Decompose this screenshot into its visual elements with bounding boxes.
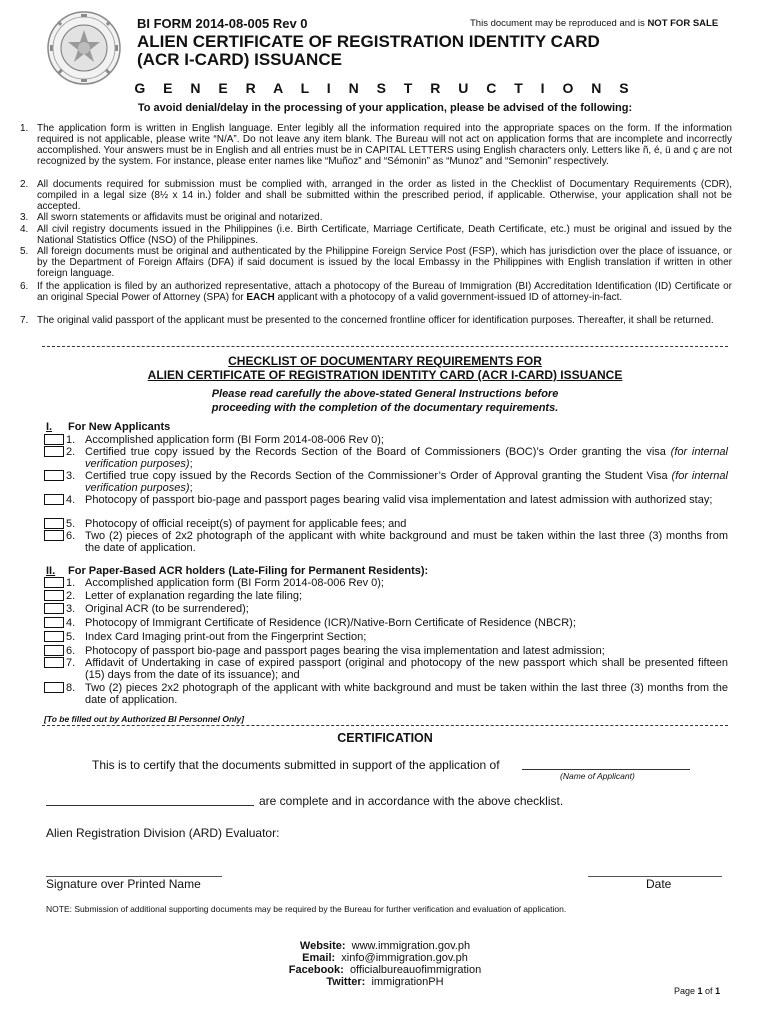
instruction-text-part: applicant with a photocopy of a valid government-issued ID of attorney-in-fact. bbox=[274, 292, 623, 303]
item-text: Index Card Imaging print-out from the Fingerprint Section; bbox=[85, 631, 367, 643]
reproduction-notice bbox=[470, 18, 718, 29]
document-title-line-2: (ACR I-CARD) ISSUANCE bbox=[137, 50, 342, 69]
certification-statement-end: are complete and in accordance with the above checklist. bbox=[259, 794, 564, 808]
section-divider bbox=[42, 725, 728, 726]
item-text: Original ACR (to be surrendered); bbox=[85, 603, 249, 615]
item-text-part: ; bbox=[189, 482, 193, 494]
requirement-checkbox[interactable] bbox=[44, 603, 64, 614]
section-roman-numeral: I. bbox=[46, 421, 53, 433]
item-number: 1. bbox=[66, 577, 76, 589]
instruction-number: 4. bbox=[20, 224, 29, 235]
checklist-item bbox=[44, 631, 728, 643]
page-number bbox=[674, 986, 720, 996]
email-label: Email: bbox=[302, 952, 336, 964]
requirement-checkbox[interactable] bbox=[44, 494, 64, 505]
requirement-checkbox[interactable] bbox=[44, 590, 64, 601]
item-number: 3. bbox=[66, 603, 76, 615]
instruction-item bbox=[20, 246, 732, 279]
item-number: 5. bbox=[66, 518, 76, 530]
item-text-part: Certified true copy issued by the Records Section of the Commissioner’s Order of Approval granting the Student Visa bbox=[85, 470, 672, 482]
reproduction-notice-text: This document may be reproduced and is bbox=[470, 18, 648, 29]
item-number: 7. bbox=[66, 657, 76, 669]
item-text: Affidavit of Undertaking in case of expired passport (original and photocopy of the new passport which shall be presented fifteen (15) days from the date of its issuance); and bbox=[85, 657, 728, 681]
item-text: Accomplished application form (BI Form 2014-08-006 Rev 0); bbox=[85, 577, 384, 589]
requirement-checkbox[interactable] bbox=[44, 631, 64, 642]
instruction-text: All foreign documents must be original and authenticated by the Philippine Foreign Service Post (FSP), which has jurisdiction over the place of issuance, or by the Department of Foreign Affairs (DFA) if said document is issued by the local Embassy in the Philippines with English translation if written in other foreign language. bbox=[37, 246, 732, 279]
requirement-checkbox[interactable] bbox=[44, 682, 64, 693]
instruction-item bbox=[20, 212, 732, 223]
checklist-title-line-2: ALIEN CERTIFICATE OF REGISTRATION IDENTITY CARD (ACR I-CARD) ISSUANCE bbox=[147, 368, 623, 382]
checklist-item bbox=[44, 494, 728, 506]
signature-label: Signature over Printed Name bbox=[46, 877, 201, 891]
website-label: Website: bbox=[299, 940, 346, 952]
instruction-text: All civil registry documents issued in the Philippines (i.e. Birth Certificate, Marriage Certificate, Death Certificate, etc.) must be original and issued by the National Statistics Office (NSO) of the Philippines. bbox=[37, 224, 732, 246]
item-text bbox=[85, 470, 728, 494]
requirement-checkbox[interactable] bbox=[44, 470, 64, 481]
item-text: Photocopy of Immigrant Certificate of Residence (ICR)/Native-Born Certificate of Residence (NBCR); bbox=[85, 617, 576, 629]
section-heading-paper-based-acr bbox=[46, 565, 428, 577]
facebook-label: Facebook: bbox=[288, 964, 344, 976]
checklist-item bbox=[44, 518, 728, 530]
website-link[interactable]: www.immigration.gov.ph bbox=[351, 940, 471, 952]
instruction-text: All documents required for submission must be complied with, arranged in the order as listed in the Checklist of Documentary Requirements (CDR), compiled in a legal size (8½ x 14 in.) folder and shall be submitted within the prescribed period, if applicable. Otherwise, your application shall not be accepted. bbox=[37, 179, 732, 212]
item-text-italic: (for internal verification purposes) bbox=[85, 470, 728, 494]
item-text-italic: (for internal verification purposes) bbox=[85, 446, 728, 470]
applicant-name-field[interactable] bbox=[522, 769, 690, 770]
checklist-item bbox=[44, 657, 728, 681]
checklist-item bbox=[44, 603, 728, 615]
item-number: 2. bbox=[66, 446, 76, 458]
item-text-part: ; bbox=[189, 458, 193, 470]
section-title: For Paper-Based ACR holders (Late-Filing for Permanent Residents): bbox=[68, 565, 429, 577]
requirement-checkbox[interactable] bbox=[44, 657, 64, 668]
instruction-text bbox=[37, 281, 732, 303]
instruction-number: 6. bbox=[20, 281, 29, 292]
general-instructions-subheading: To avoid denial/delay in the processing of your application, please be advised of the following: bbox=[137, 102, 633, 114]
checklist-item bbox=[44, 470, 728, 494]
document-title-line-1: ALIEN CERTIFICATE OF REGISTRATION IDENTITY CARD bbox=[137, 32, 600, 51]
footer-facebook bbox=[0, 964, 770, 976]
applicant-name-continuation-field[interactable] bbox=[46, 805, 254, 806]
item-number: 6. bbox=[66, 645, 76, 657]
page-of: of bbox=[702, 986, 716, 996]
item-text: Accomplished application form (BI Form 2014-08-006 Rev 0); bbox=[85, 434, 384, 446]
instruction-item bbox=[20, 315, 732, 326]
instruction-number: 5. bbox=[20, 246, 29, 257]
item-text-part: Certified true copy issued by the Records Section of the Board of Commissioners (BOC)’s Order granting the visa bbox=[85, 446, 671, 458]
checklist-item bbox=[44, 530, 728, 554]
page-current: 1 bbox=[697, 986, 703, 996]
bureau-of-immigration-seal-icon bbox=[46, 10, 122, 86]
section-roman-numeral: II. bbox=[46, 565, 56, 577]
instruction-text-emphasis: EACH bbox=[246, 292, 275, 303]
item-number: 4. bbox=[66, 617, 76, 629]
instruction-item bbox=[20, 123, 732, 167]
requirement-checkbox[interactable] bbox=[44, 446, 64, 457]
checklist-note-line-2: proceeding with the completion of the documentary requirements. bbox=[211, 402, 559, 414]
date-label: Date bbox=[646, 877, 672, 891]
item-text: Photocopy of passport bio-page and passport pages bearing valid visa implementation and latest admission with authorized stay; bbox=[85, 494, 713, 506]
item-text: Letter of explanation regarding the late filing; bbox=[85, 590, 303, 602]
section-divider bbox=[42, 346, 728, 347]
authorized-personnel-note: [To be filled out by Authorized BI Personnel Only] bbox=[44, 714, 245, 724]
item-text: Photocopy of official receipt(s) of payment for applicable fees; and bbox=[85, 518, 407, 530]
checklist-title-line-1: CHECKLIST OF DOCUMENTARY REQUIREMENTS FOR bbox=[228, 354, 542, 368]
item-number: 5. bbox=[66, 631, 76, 643]
instruction-text: The original valid passport of the applicant must be presented to the concerned frontline officer for identification purposes. Thereafter, it shall be returned. bbox=[37, 315, 714, 326]
requirement-checkbox[interactable] bbox=[44, 577, 64, 588]
form-number: BI FORM 2014-08-005 Rev 0 bbox=[137, 16, 308, 31]
section-heading-new-applicants bbox=[46, 421, 170, 433]
instruction-number: 3. bbox=[20, 212, 29, 223]
evaluator-label: Alien Registration Division (ARD) Evaluator: bbox=[46, 826, 280, 840]
checklist-item bbox=[44, 577, 728, 589]
certification-statement: This is to certify that the documents submitted in support of the application of bbox=[92, 758, 500, 772]
item-number: 8. bbox=[66, 682, 76, 694]
facebook-link[interactable]: officialbureauofimmigration bbox=[349, 964, 482, 976]
checklist-item bbox=[44, 590, 728, 602]
instruction-text-part: If the application is filed by an authorized representative, attach a photocopy of the Bureau of Immigration (BI) Accreditation Identification (ID) Certificate or an original Special Power of Attorney (SPA) for bbox=[37, 281, 732, 303]
page-total: 1 bbox=[715, 986, 721, 996]
footer-website bbox=[0, 940, 770, 952]
footer-twitter bbox=[0, 976, 770, 988]
item-number: 1. bbox=[66, 434, 76, 446]
checklist-item bbox=[44, 645, 728, 657]
instruction-item bbox=[20, 281, 732, 303]
item-text: Two (2) pieces 2x2 photograph of the applicant with white background and must be taken within the last three (3) months from the date of application. bbox=[85, 682, 728, 706]
item-text bbox=[85, 446, 728, 470]
email-link[interactable]: xinfo@immigration.gov.ph bbox=[341, 952, 468, 964]
instruction-item bbox=[20, 179, 732, 212]
item-number: 4. bbox=[66, 494, 76, 506]
instruction-number: 2. bbox=[20, 179, 29, 190]
requirement-checkbox[interactable] bbox=[44, 518, 64, 529]
item-text: Photocopy of passport bio-page and passport pages bearing the visa implementation and latest admission; bbox=[85, 645, 605, 657]
checklist-note-line-1: Please read carefully the above-stated General Instructions before bbox=[211, 388, 559, 400]
not-for-sale-label: NOT FOR SALE bbox=[647, 18, 719, 29]
instruction-number: 7. bbox=[20, 315, 29, 326]
item-text: Two (2) pieces of 2x2 photograph of the applicant with white background and must be taken within the last three (3) months from the date of application. bbox=[85, 530, 728, 554]
footer-email bbox=[0, 952, 770, 964]
checklist-item bbox=[44, 446, 728, 470]
checklist-item bbox=[44, 434, 728, 446]
instruction-item bbox=[20, 224, 732, 246]
checklist-item bbox=[44, 617, 728, 629]
supporting-documents-note: NOTE: Submission of additional supporting documents may be required by the Bureau for further verification and evaluation of application. bbox=[46, 904, 567, 914]
instruction-number: 1. bbox=[20, 123, 29, 134]
requirement-checkbox[interactable] bbox=[44, 530, 64, 541]
item-number: 2. bbox=[66, 590, 76, 602]
item-number: 6. bbox=[66, 530, 76, 542]
instruction-text: The application form is written in English language. Enter legibly all the information required into the appropriate spaces on the form. If the information required is not applicable, please write “N/A”. Do not leave any item blank. The Bureau will not act on application forms that are incomplete and incorrectly accomplished. Your answers must be in English and all entries must be in CAPITAL LETTERS using English characters only. Letters like ñ, é, ü and ç are not recognized by the system. For instance, please enter names like “Muñoz” and “Sémonin” as “Munoz” and “Semonin” respectively. bbox=[37, 123, 732, 167]
twitter-label: Twitter: bbox=[326, 976, 366, 988]
page-prefix: Page bbox=[674, 986, 698, 996]
checklist-item bbox=[44, 682, 728, 706]
requirement-checkbox[interactable] bbox=[44, 645, 64, 656]
instruction-text: All sworn statements or affidavits must be original and notarized. bbox=[37, 212, 323, 223]
certification-heading: CERTIFICATION bbox=[337, 731, 433, 745]
twitter-link[interactable]: immigrationPH bbox=[371, 976, 444, 988]
requirement-checkbox[interactable] bbox=[44, 434, 64, 445]
general-instructions-heading: G E N E R A L I N S T R U C T I O N S bbox=[134, 80, 636, 96]
section-title: For New Applicants bbox=[68, 421, 171, 433]
requirement-checkbox[interactable] bbox=[44, 617, 64, 628]
applicant-name-caption: (Name of Applicant) bbox=[560, 771, 635, 781]
item-number: 3. bbox=[66, 470, 76, 482]
